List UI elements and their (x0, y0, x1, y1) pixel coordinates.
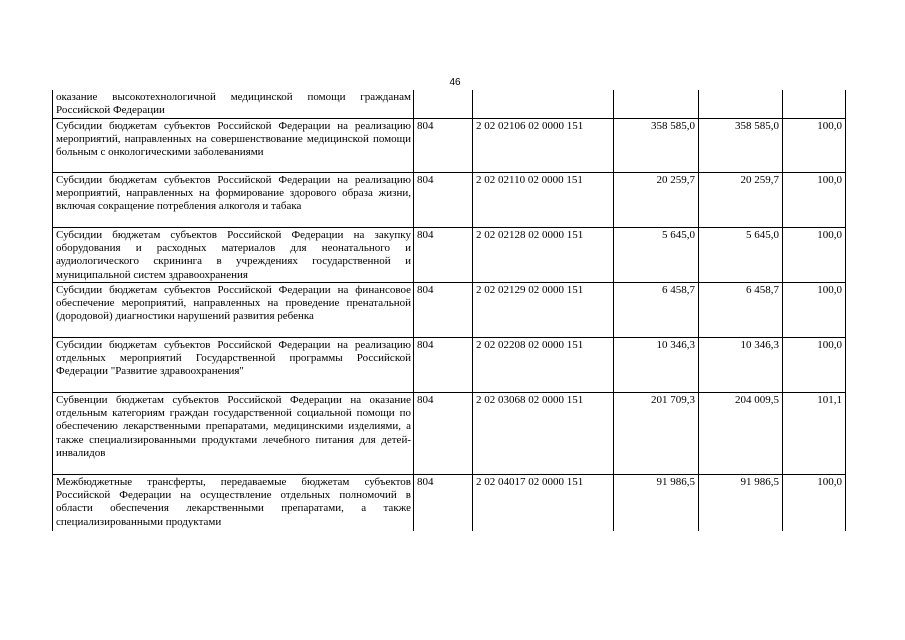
fact-amount-cell: 20 259,7 (699, 173, 783, 228)
admin-code-cell: 804 (414, 475, 473, 532)
row-name-cell: оказание высокотехнологичной медицинской помощи гражданам Российской Федерации (53, 90, 414, 119)
table-row (53, 173, 846, 228)
percent-cell: 100,0 (783, 475, 846, 532)
percent-cell: 101,1 (783, 393, 846, 475)
admin-code-cell: 804 (414, 283, 473, 338)
budget-code-cell (473, 90, 614, 119)
percent-cell: 100,0 (783, 283, 846, 338)
budget-code-cell: 2 02 02110 02 0000 151 (473, 173, 614, 228)
budget-code-cell: 2 02 02128 02 0000 151 (473, 228, 614, 283)
table-row (53, 119, 846, 173)
row-name-cell: Субсидии бюджетам субъектов Российской Федерации на финансовое обеспечение мероприятий, направленных на проведение пренатальной (дородовой) диагностики нарушений развития ребенка (53, 283, 414, 338)
plan-amount-cell: 6 458,7 (614, 283, 699, 338)
admin-code-cell: 804 (414, 393, 473, 475)
plan-amount-cell (614, 90, 699, 119)
row-name-cell: Субсидии бюджетам субъектов Российской Федерации на реализацию отдельных мероприятий Государственной программы Российской Федерации "Развитие здравоохранения" (53, 338, 414, 393)
fact-amount-cell: 204 009,5 (699, 393, 783, 475)
table-row (53, 228, 846, 283)
fact-amount-cell: 6 458,7 (699, 283, 783, 338)
table-row (53, 338, 846, 393)
admin-code-cell: 804 (414, 119, 473, 173)
fact-amount-cell: 5 645,0 (699, 228, 783, 283)
percent-cell (783, 90, 846, 119)
budget-code-cell: 2 02 02129 02 0000 151 (473, 283, 614, 338)
admin-code-cell: 804 (414, 338, 473, 393)
admin-code-cell: 804 (414, 228, 473, 283)
fact-amount-cell: 10 346,3 (699, 338, 783, 393)
table-row (53, 393, 846, 475)
budget-table (52, 90, 846, 531)
table-row (53, 283, 846, 338)
plan-amount-cell: 10 346,3 (614, 338, 699, 393)
row-name-cell: Субсидии бюджетам субъектов Российской Федерации на реализацию мероприятий, направленных на формирование здорового образа жизни, включая сокращение потребления алкоголя и табака (53, 173, 414, 228)
plan-amount-cell: 20 259,7 (614, 173, 699, 228)
percent-cell: 100,0 (783, 228, 846, 283)
row-name-cell: Субсидии бюджетам субъектов Российской Федерации на закупку оборудования и расходных материалов для неонатального и аудиологического скрининга в учреждениях государственной и муниципальной систем здравоохранения (53, 228, 414, 283)
percent-cell: 100,0 (783, 338, 846, 393)
budget-code-cell: 2 02 02208 02 0000 151 (473, 338, 614, 393)
fact-amount-cell: 91 986,5 (699, 475, 783, 532)
row-name-cell: Субвенции бюджетам субъектов Российской Федерации на оказание отдельным категориям граждан государственной социальной помощи по обеспечению лекарственными препаратами, медицинскими изделиями, а также специализированными продуктами лечебного питания для детей-инвалидов (53, 393, 414, 475)
admin-code-cell: 804 (414, 173, 473, 228)
budget-code-cell: 2 02 03068 02 0000 151 (473, 393, 614, 475)
percent-cell: 100,0 (783, 173, 846, 228)
row-name-cell: Межбюджетные трансферты, передаваемые бюджетам субъектов Российской Федерации на осуществление отдельных полномочий в области обеспечения лекарственными препаратами, а также специализированными продуктами (53, 475, 414, 532)
budget-code-cell: 2 02 02106 02 0000 151 (473, 119, 614, 173)
plan-amount-cell: 91 986,5 (614, 475, 699, 532)
page-number: 46 (449, 77, 461, 88)
budget-code-cell: 2 02 04017 02 0000 151 (473, 475, 614, 532)
fact-amount-cell: 358 585,0 (699, 119, 783, 173)
plan-amount-cell: 5 645,0 (614, 228, 699, 283)
plan-amount-cell: 201 709,3 (614, 393, 699, 475)
admin-code-cell (414, 90, 473, 119)
table-row (53, 475, 846, 532)
row-name-cell: Субсидии бюджетам субъектов Российской Федерации на реализацию мероприятий, направленных на совершенствование медицинской помощи больным с онкологическими заболеваниями (53, 119, 414, 173)
table-row (53, 90, 846, 119)
percent-cell: 100,0 (783, 119, 846, 173)
plan-amount-cell: 358 585,0 (614, 119, 699, 173)
fact-amount-cell (699, 90, 783, 119)
